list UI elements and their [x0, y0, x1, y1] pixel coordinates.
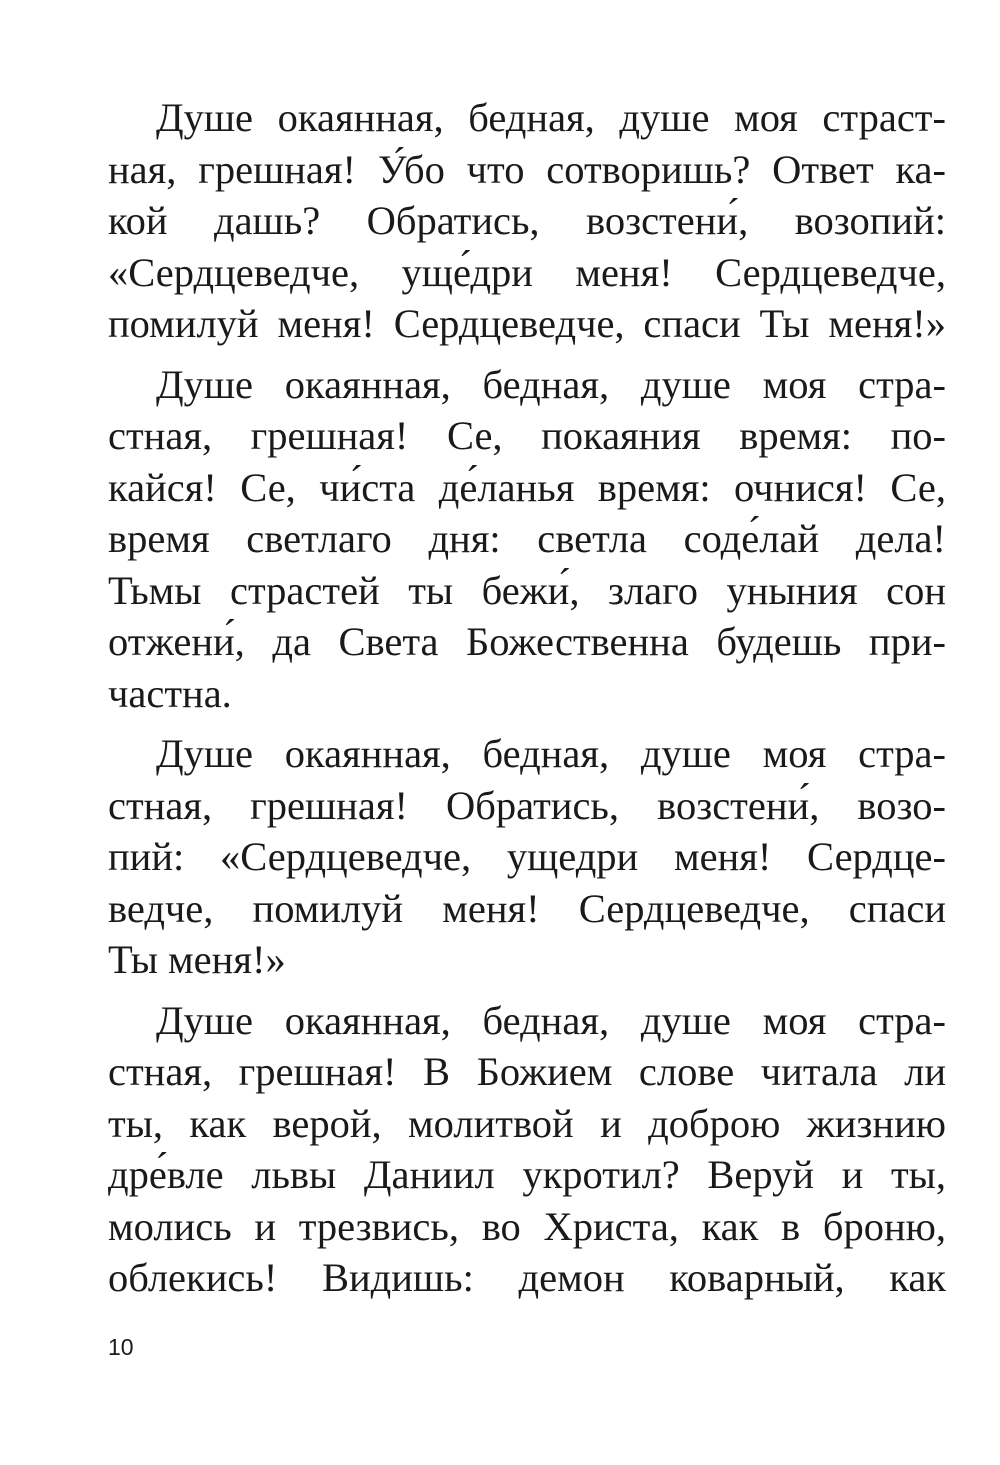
text-line: облекись! Видишь: демон коварный, как: [108, 1255, 946, 1300]
text-line: стная, грешная! Обратись, возстени́, возо-: [108, 782, 946, 828]
text-line: Душе окаянная, бедная, душе моя стра-: [156, 997, 946, 1043]
paragraph-2: [108, 359, 946, 720]
text-line: отжени́, да Света Божественна будешь при-: [108, 619, 946, 664]
text-line: пий: «Сердцеведче, ущедри меня! Сердце-: [108, 834, 946, 879]
text-line: Тьмы страстей ты бежи́, злаго уныния сон: [108, 567, 946, 613]
text-line: ведче, помилуй меня! Сердцеведче, спаси: [108, 885, 946, 931]
text-line: кой дашь? Обратись, возстени́, возопий:: [108, 198, 946, 243]
text-line: Душе окаянная, бедная, душе моя стра-: [156, 361, 946, 407]
text-line: дре́вле львы Даниил укротил? Веруй и ты,: [108, 1152, 946, 1197]
body-text: [108, 92, 946, 1313]
text-line: кайся! Се, чи́ста де́ланья время: очнися! Се,: [108, 464, 946, 510]
text-line: стная, грешная! Се, покаяния время: по-: [108, 413, 946, 458]
text-line: частна.: [108, 670, 232, 716]
text-line: Ты меня!»: [108, 937, 286, 982]
paragraph-3: [108, 728, 946, 986]
paragraph-1: [108, 92, 946, 350]
text-line: ная, грешная! У́бо что сотворишь? Ответ ка-: [108, 146, 946, 192]
text-line: ты, как верой, молитвой и доброю жизнию: [108, 1100, 946, 1146]
text-line: время светлаго дня: светла соде́лай дела!: [108, 516, 946, 561]
text-line: Душе окаянная, бедная, душе моя страст-: [156, 95, 946, 140]
text-line: Душе окаянная, бедная, душе моя стра-: [156, 731, 946, 776]
text-line: молись и трезвись, во Христа, как в броню,: [108, 1203, 946, 1249]
text-line: помилуй меня! Сердцеведче, спаси Ты меня!»: [108, 301, 946, 346]
text-line: «Сердцеведче, уще́дри меня! Сердцеведче,: [108, 249, 946, 295]
paragraph-4: [108, 995, 946, 1304]
text-line: стная, грешная! В Божием слове читала ли: [108, 1049, 946, 1094]
page-number: 10: [108, 1334, 134, 1360]
